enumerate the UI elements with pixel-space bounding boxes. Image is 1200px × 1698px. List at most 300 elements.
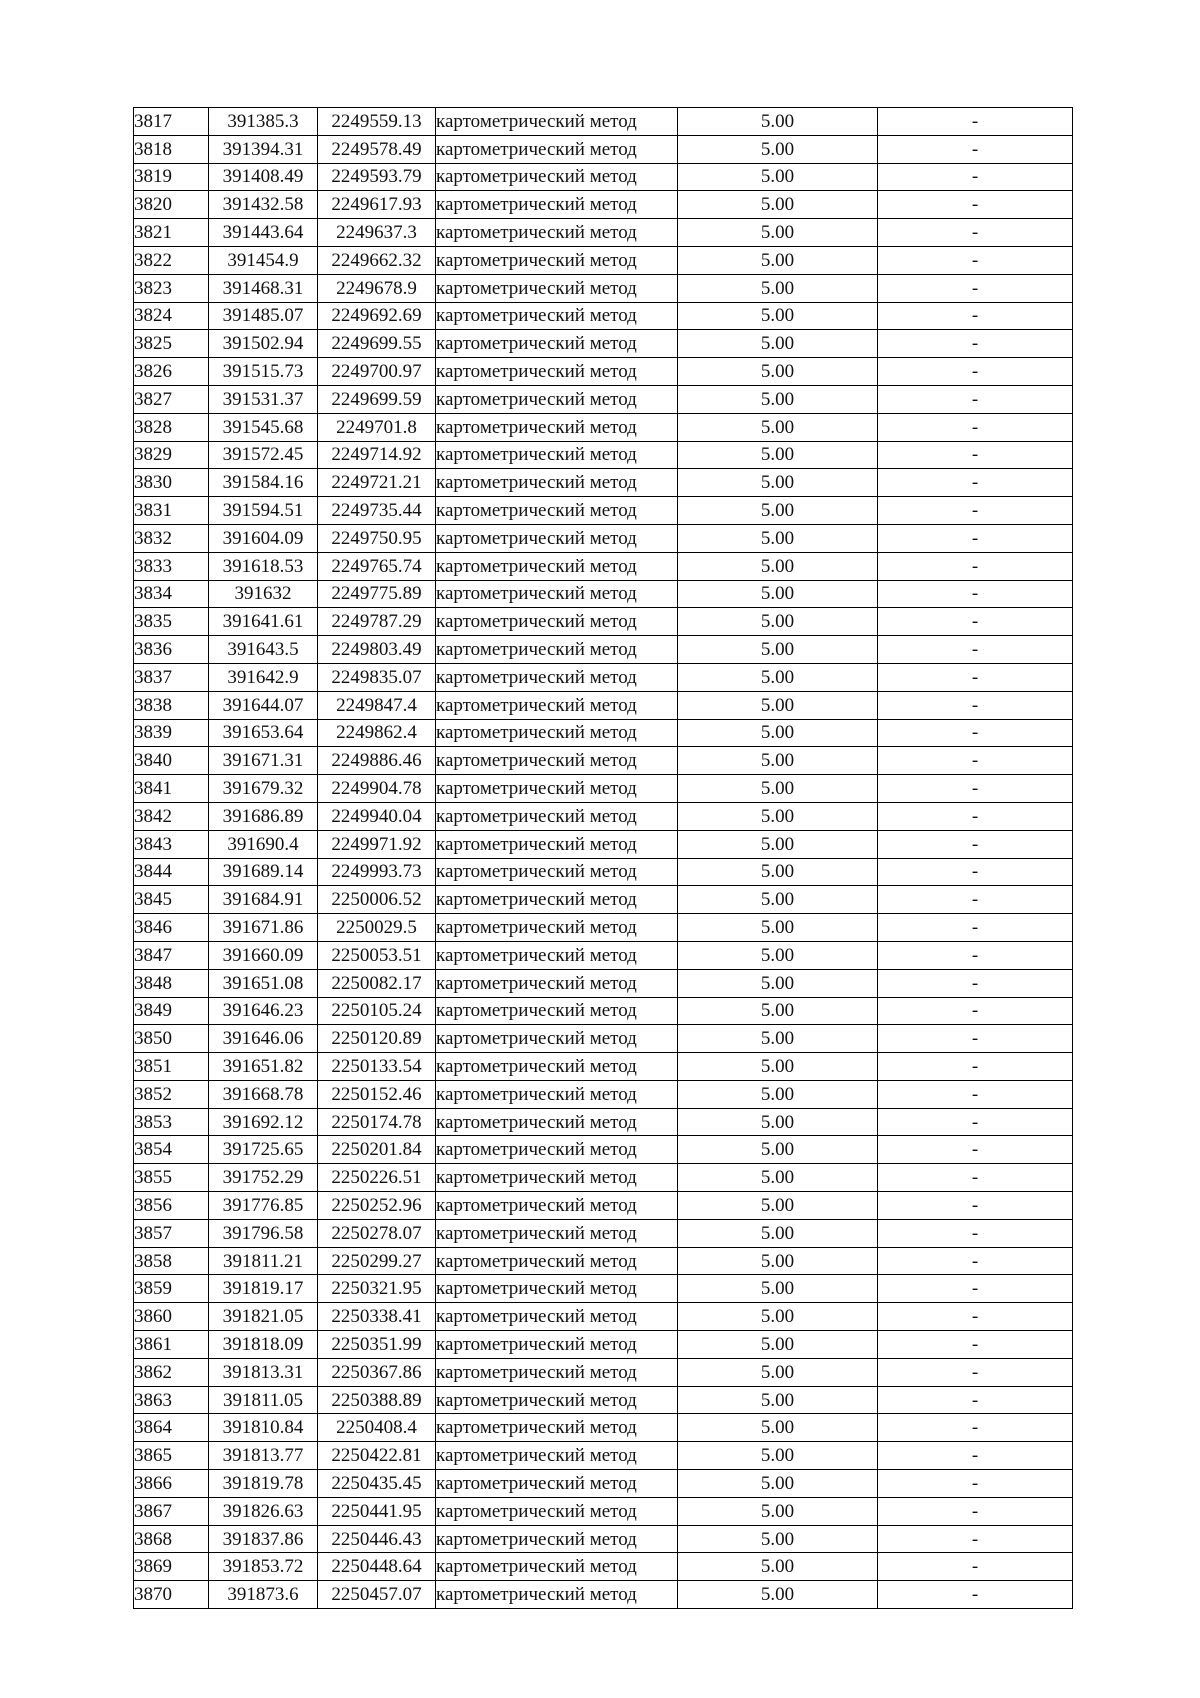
point-number-cell: 3819 — [134, 163, 209, 191]
method-cell: картометрический метод — [436, 163, 678, 191]
y-coordinate-cell: 2250367.86 — [318, 1358, 436, 1386]
x-coordinate-cell: 391752.29 — [209, 1164, 318, 1192]
table-row — [134, 1136, 1073, 1164]
point-number-cell: 3817 — [134, 108, 209, 136]
table-row — [134, 441, 1073, 469]
y-coordinate-cell: 2249678.9 — [318, 274, 436, 302]
table-row — [134, 1581, 1073, 1609]
x-coordinate-cell: 391826.63 — [209, 1497, 318, 1525]
y-coordinate-cell: 2249617.93 — [318, 191, 436, 219]
method-cell: картометрический метод — [436, 1136, 678, 1164]
x-coordinate-cell: 391454.9 — [209, 246, 318, 274]
point-number-cell: 3818 — [134, 135, 209, 163]
table-row — [134, 552, 1073, 580]
accuracy-cell: 5.00 — [678, 747, 878, 775]
x-coordinate-cell: 391432.58 — [209, 191, 318, 219]
point-number-cell: 3824 — [134, 302, 209, 330]
description-cell: - — [878, 608, 1073, 636]
y-coordinate-cell: 2249700.97 — [318, 358, 436, 386]
description-cell: - — [878, 1275, 1073, 1303]
description-cell: - — [878, 1414, 1073, 1442]
y-coordinate-cell: 2249971.92 — [318, 830, 436, 858]
description-cell: - — [878, 802, 1073, 830]
table-row — [134, 108, 1073, 136]
y-coordinate-cell: 2250152.46 — [318, 1080, 436, 1108]
table-row — [134, 691, 1073, 719]
method-cell: картометрический метод — [436, 497, 678, 525]
coordinates-table — [133, 107, 1073, 1609]
y-coordinate-cell: 2249803.49 — [318, 636, 436, 664]
table-row — [134, 330, 1073, 358]
table-row — [134, 747, 1073, 775]
x-coordinate-cell: 391819.78 — [209, 1470, 318, 1498]
point-number-cell: 3866 — [134, 1470, 209, 1498]
accuracy-cell: 5.00 — [678, 135, 878, 163]
accuracy-cell: 5.00 — [678, 1192, 878, 1220]
table-row — [134, 1164, 1073, 1192]
accuracy-cell: 5.00 — [678, 330, 878, 358]
method-cell: картометрический метод — [436, 886, 678, 914]
x-coordinate-cell: 391468.31 — [209, 274, 318, 302]
y-coordinate-cell: 2250388.89 — [318, 1386, 436, 1414]
method-cell: картометрический метод — [436, 135, 678, 163]
table-row — [134, 135, 1073, 163]
y-coordinate-cell: 2250082.17 — [318, 969, 436, 997]
y-coordinate-cell: 2249847.4 — [318, 691, 436, 719]
y-coordinate-cell: 2249699.55 — [318, 330, 436, 358]
method-cell: картометрический метод — [436, 219, 678, 247]
x-coordinate-cell: 391646.23 — [209, 997, 318, 1025]
description-cell: - — [878, 747, 1073, 775]
table-row — [134, 469, 1073, 497]
x-coordinate-cell: 391819.17 — [209, 1275, 318, 1303]
table-row — [134, 858, 1073, 886]
description-cell: - — [878, 219, 1073, 247]
point-number-cell: 3823 — [134, 274, 209, 302]
description-cell: - — [878, 1581, 1073, 1609]
method-cell: картометрический метод — [436, 552, 678, 580]
y-coordinate-cell: 2249701.8 — [318, 413, 436, 441]
accuracy-cell: 5.00 — [678, 1053, 878, 1081]
description-cell: - — [878, 1303, 1073, 1331]
x-coordinate-cell: 391671.31 — [209, 747, 318, 775]
accuracy-cell: 5.00 — [678, 1442, 878, 1470]
point-number-cell: 3870 — [134, 1581, 209, 1609]
method-cell: картометрический метод — [436, 1470, 678, 1498]
y-coordinate-cell: 2250446.43 — [318, 1525, 436, 1553]
x-coordinate-cell: 391584.16 — [209, 469, 318, 497]
method-cell: картометрический метод — [436, 1414, 678, 1442]
description-cell: - — [878, 636, 1073, 664]
description-cell: - — [878, 719, 1073, 747]
point-number-cell: 3839 — [134, 719, 209, 747]
point-number-cell: 3848 — [134, 969, 209, 997]
method-cell: картометрический метод — [436, 524, 678, 552]
y-coordinate-cell: 2249750.95 — [318, 524, 436, 552]
method-cell: картометрический метод — [436, 830, 678, 858]
description-cell: - — [878, 1497, 1073, 1525]
x-coordinate-cell: 391873.6 — [209, 1581, 318, 1609]
accuracy-cell: 5.00 — [678, 941, 878, 969]
accuracy-cell: 5.00 — [678, 163, 878, 191]
table-row — [134, 997, 1073, 1025]
method-cell: картометрический метод — [436, 691, 678, 719]
table-row — [134, 830, 1073, 858]
point-number-cell: 3865 — [134, 1442, 209, 1470]
point-number-cell: 3852 — [134, 1080, 209, 1108]
point-number-cell: 3838 — [134, 691, 209, 719]
point-number-cell: 3835 — [134, 608, 209, 636]
description-cell: - — [878, 385, 1073, 413]
accuracy-cell: 5.00 — [678, 1331, 878, 1359]
method-cell: картометрический метод — [436, 1275, 678, 1303]
table-row — [134, 413, 1073, 441]
method-cell: картометрический метод — [436, 1053, 678, 1081]
method-cell: картометрический метод — [436, 914, 678, 942]
y-coordinate-cell: 2249862.4 — [318, 719, 436, 747]
point-number-cell: 3840 — [134, 747, 209, 775]
method-cell: картометрический метод — [436, 1525, 678, 1553]
y-coordinate-cell: 2250448.64 — [318, 1553, 436, 1581]
accuracy-cell: 5.00 — [678, 1247, 878, 1275]
y-coordinate-cell: 2249735.44 — [318, 497, 436, 525]
accuracy-cell: 5.00 — [678, 1581, 878, 1609]
table-row — [134, 497, 1073, 525]
description-cell: - — [878, 1025, 1073, 1053]
y-coordinate-cell: 2249559.13 — [318, 108, 436, 136]
accuracy-cell: 5.00 — [678, 775, 878, 803]
point-number-cell: 3821 — [134, 219, 209, 247]
table-row — [134, 1331, 1073, 1359]
table-row — [134, 886, 1073, 914]
method-cell: картометрический метод — [436, 358, 678, 386]
description-cell: - — [878, 552, 1073, 580]
description-cell: - — [878, 108, 1073, 136]
accuracy-cell: 5.00 — [678, 914, 878, 942]
table-row — [134, 1192, 1073, 1220]
y-coordinate-cell: 2249787.29 — [318, 608, 436, 636]
accuracy-cell: 5.00 — [678, 802, 878, 830]
x-coordinate-cell: 391515.73 — [209, 358, 318, 386]
method-cell: картометрический метод — [436, 997, 678, 1025]
description-cell: - — [878, 691, 1073, 719]
table-row — [134, 1442, 1073, 1470]
accuracy-cell: 5.00 — [678, 246, 878, 274]
x-coordinate-cell: 391651.82 — [209, 1053, 318, 1081]
x-coordinate-cell: 391668.78 — [209, 1080, 318, 1108]
table-row — [134, 1053, 1073, 1081]
description-cell: - — [878, 1358, 1073, 1386]
y-coordinate-cell: 2250226.51 — [318, 1164, 436, 1192]
table-row — [134, 1386, 1073, 1414]
method-cell: картометрический метод — [436, 108, 678, 136]
point-number-cell: 3861 — [134, 1331, 209, 1359]
y-coordinate-cell: 2250441.95 — [318, 1497, 436, 1525]
point-number-cell: 3829 — [134, 441, 209, 469]
description-cell: - — [878, 580, 1073, 608]
point-number-cell: 3833 — [134, 552, 209, 580]
method-cell: картометрический метод — [436, 413, 678, 441]
description-cell: - — [878, 358, 1073, 386]
y-coordinate-cell: 2250006.52 — [318, 886, 436, 914]
method-cell: картометрический метод — [436, 1442, 678, 1470]
table-row — [134, 246, 1073, 274]
x-coordinate-cell: 391686.89 — [209, 802, 318, 830]
description-cell: - — [878, 274, 1073, 302]
method-cell: картометрический метод — [436, 969, 678, 997]
accuracy-cell: 5.00 — [678, 858, 878, 886]
point-number-cell: 3857 — [134, 1219, 209, 1247]
y-coordinate-cell: 2249886.46 — [318, 747, 436, 775]
accuracy-cell: 5.00 — [678, 1553, 878, 1581]
point-number-cell: 3853 — [134, 1108, 209, 1136]
method-cell: картометрический метод — [436, 747, 678, 775]
table-row — [134, 1275, 1073, 1303]
method-cell: картометрический метод — [436, 1164, 678, 1192]
accuracy-cell: 5.00 — [678, 302, 878, 330]
method-cell: картометрический метод — [436, 191, 678, 219]
point-number-cell: 3843 — [134, 830, 209, 858]
y-coordinate-cell: 2250351.99 — [318, 1331, 436, 1359]
point-number-cell: 3855 — [134, 1164, 209, 1192]
description-cell: - — [878, 191, 1073, 219]
description-cell: - — [878, 1080, 1073, 1108]
table-row — [134, 1108, 1073, 1136]
point-number-cell: 3847 — [134, 941, 209, 969]
x-coordinate-cell: 391796.58 — [209, 1219, 318, 1247]
accuracy-cell: 5.00 — [678, 1219, 878, 1247]
table-row — [134, 358, 1073, 386]
method-cell: картометрический метод — [436, 608, 678, 636]
method-cell: картометрический метод — [436, 274, 678, 302]
description-cell: - — [878, 135, 1073, 163]
y-coordinate-cell: 2249637.3 — [318, 219, 436, 247]
description-cell: - — [878, 1331, 1073, 1359]
point-number-cell: 3830 — [134, 469, 209, 497]
y-coordinate-cell: 2250120.89 — [318, 1025, 436, 1053]
method-cell: картометрический метод — [436, 636, 678, 664]
table-row — [134, 1025, 1073, 1053]
point-number-cell: 3831 — [134, 497, 209, 525]
point-number-cell: 3845 — [134, 886, 209, 914]
y-coordinate-cell: 2249775.89 — [318, 580, 436, 608]
method-cell: картометрический метод — [436, 1553, 678, 1581]
accuracy-cell: 5.00 — [678, 441, 878, 469]
method-cell: картометрический метод — [436, 802, 678, 830]
point-number-cell: 3826 — [134, 358, 209, 386]
x-coordinate-cell: 391684.91 — [209, 886, 318, 914]
accuracy-cell: 5.00 — [678, 1303, 878, 1331]
method-cell: картометрический метод — [436, 385, 678, 413]
accuracy-cell: 5.00 — [678, 1136, 878, 1164]
table-row — [134, 802, 1073, 830]
point-number-cell: 3827 — [134, 385, 209, 413]
x-coordinate-cell: 391813.31 — [209, 1358, 318, 1386]
y-coordinate-cell: 2249692.69 — [318, 302, 436, 330]
method-cell: картометрический метод — [436, 1247, 678, 1275]
table-row — [134, 1470, 1073, 1498]
x-coordinate-cell: 391811.05 — [209, 1386, 318, 1414]
method-cell: картометрический метод — [436, 663, 678, 691]
x-coordinate-cell: 391660.09 — [209, 941, 318, 969]
x-coordinate-cell: 391692.12 — [209, 1108, 318, 1136]
description-cell: - — [878, 1219, 1073, 1247]
table-row — [134, 1414, 1073, 1442]
accuracy-cell: 5.00 — [678, 497, 878, 525]
point-number-cell: 3859 — [134, 1275, 209, 1303]
accuracy-cell: 5.00 — [678, 1414, 878, 1442]
description-cell: - — [878, 1553, 1073, 1581]
y-coordinate-cell: 2250105.24 — [318, 997, 436, 1025]
description-cell: - — [878, 413, 1073, 441]
point-number-cell: 3860 — [134, 1303, 209, 1331]
accuracy-cell: 5.00 — [678, 663, 878, 691]
y-coordinate-cell: 2250174.78 — [318, 1108, 436, 1136]
x-coordinate-cell: 391853.72 — [209, 1553, 318, 1581]
point-number-cell: 3867 — [134, 1497, 209, 1525]
accuracy-cell: 5.00 — [678, 191, 878, 219]
x-coordinate-cell: 391545.68 — [209, 413, 318, 441]
y-coordinate-cell: 2250201.84 — [318, 1136, 436, 1164]
table-body — [134, 108, 1073, 1609]
table-row — [134, 274, 1073, 302]
description-cell: - — [878, 886, 1073, 914]
accuracy-cell: 5.00 — [678, 719, 878, 747]
x-coordinate-cell: 391641.61 — [209, 608, 318, 636]
table-row — [134, 663, 1073, 691]
accuracy-cell: 5.00 — [678, 1025, 878, 1053]
method-cell: картометрический метод — [436, 330, 678, 358]
y-coordinate-cell: 2249578.49 — [318, 135, 436, 163]
description-cell: - — [878, 775, 1073, 803]
point-number-cell: 3864 — [134, 1414, 209, 1442]
point-number-cell: 3846 — [134, 914, 209, 942]
accuracy-cell: 5.00 — [678, 413, 878, 441]
method-cell: картометрический метод — [436, 1080, 678, 1108]
y-coordinate-cell: 2249699.59 — [318, 385, 436, 413]
y-coordinate-cell: 2250252.96 — [318, 1192, 436, 1220]
x-coordinate-cell: 391643.5 — [209, 636, 318, 664]
y-coordinate-cell: 2249765.74 — [318, 552, 436, 580]
description-cell: - — [878, 330, 1073, 358]
description-cell: - — [878, 1525, 1073, 1553]
point-number-cell: 3837 — [134, 663, 209, 691]
table-row — [134, 163, 1073, 191]
description-cell: - — [878, 969, 1073, 997]
accuracy-cell: 5.00 — [678, 1358, 878, 1386]
point-number-cell: 3862 — [134, 1358, 209, 1386]
x-coordinate-cell: 391572.45 — [209, 441, 318, 469]
description-cell: - — [878, 1247, 1073, 1275]
y-coordinate-cell: 2250133.54 — [318, 1053, 436, 1081]
y-coordinate-cell: 2250321.95 — [318, 1275, 436, 1303]
table-row — [134, 1553, 1073, 1581]
x-coordinate-cell: 391776.85 — [209, 1192, 318, 1220]
description-cell: - — [878, 663, 1073, 691]
table-row — [134, 1525, 1073, 1553]
description-cell: - — [878, 1470, 1073, 1498]
x-coordinate-cell: 391443.64 — [209, 219, 318, 247]
y-coordinate-cell: 2250408.4 — [318, 1414, 436, 1442]
accuracy-cell: 5.00 — [678, 830, 878, 858]
accuracy-cell: 5.00 — [678, 1080, 878, 1108]
x-coordinate-cell: 391485.07 — [209, 302, 318, 330]
method-cell: картометрический метод — [436, 1386, 678, 1414]
point-number-cell: 3851 — [134, 1053, 209, 1081]
table-row — [134, 1247, 1073, 1275]
x-coordinate-cell: 391811.21 — [209, 1247, 318, 1275]
accuracy-cell: 5.00 — [678, 886, 878, 914]
x-coordinate-cell: 391644.07 — [209, 691, 318, 719]
x-coordinate-cell: 391594.51 — [209, 497, 318, 525]
description-cell: - — [878, 914, 1073, 942]
description-cell: - — [878, 441, 1073, 469]
point-number-cell: 3825 — [134, 330, 209, 358]
method-cell: картометрический метод — [436, 441, 678, 469]
accuracy-cell: 5.00 — [678, 274, 878, 302]
table-row — [134, 302, 1073, 330]
x-coordinate-cell: 391651.08 — [209, 969, 318, 997]
x-coordinate-cell: 391837.86 — [209, 1525, 318, 1553]
point-number-cell: 3842 — [134, 802, 209, 830]
y-coordinate-cell: 2249835.07 — [318, 663, 436, 691]
point-number-cell: 3849 — [134, 997, 209, 1025]
y-coordinate-cell: 2250278.07 — [318, 1219, 436, 1247]
accuracy-cell: 5.00 — [678, 385, 878, 413]
x-coordinate-cell: 391408.49 — [209, 163, 318, 191]
description-cell: - — [878, 1164, 1073, 1192]
method-cell: картометрический метод — [436, 775, 678, 803]
point-number-cell: 3844 — [134, 858, 209, 886]
table-row — [134, 1303, 1073, 1331]
x-coordinate-cell: 391810.84 — [209, 1414, 318, 1442]
x-coordinate-cell: 391632 — [209, 580, 318, 608]
y-coordinate-cell: 2249904.78 — [318, 775, 436, 803]
accuracy-cell: 5.00 — [678, 1386, 878, 1414]
accuracy-cell: 5.00 — [678, 1108, 878, 1136]
method-cell: картометрический метод — [436, 246, 678, 274]
y-coordinate-cell: 2250299.27 — [318, 1247, 436, 1275]
accuracy-cell: 5.00 — [678, 608, 878, 636]
description-cell: - — [878, 469, 1073, 497]
accuracy-cell: 5.00 — [678, 469, 878, 497]
y-coordinate-cell: 2249721.21 — [318, 469, 436, 497]
y-coordinate-cell: 2249714.92 — [318, 441, 436, 469]
method-cell: картометрический метод — [436, 941, 678, 969]
description-cell: - — [878, 524, 1073, 552]
description-cell: - — [878, 302, 1073, 330]
y-coordinate-cell: 2249940.04 — [318, 802, 436, 830]
table-row — [134, 969, 1073, 997]
x-coordinate-cell: 391813.77 — [209, 1442, 318, 1470]
y-coordinate-cell: 2250457.07 — [318, 1581, 436, 1609]
accuracy-cell: 5.00 — [678, 1525, 878, 1553]
accuracy-cell: 5.00 — [678, 969, 878, 997]
table-row — [134, 385, 1073, 413]
accuracy-cell: 5.00 — [678, 691, 878, 719]
accuracy-cell: 5.00 — [678, 580, 878, 608]
y-coordinate-cell: 2249993.73 — [318, 858, 436, 886]
y-coordinate-cell: 2249593.79 — [318, 163, 436, 191]
table-row — [134, 775, 1073, 803]
accuracy-cell: 5.00 — [678, 219, 878, 247]
method-cell: картометрический метод — [436, 1025, 678, 1053]
accuracy-cell: 5.00 — [678, 997, 878, 1025]
y-coordinate-cell: 2250338.41 — [318, 1303, 436, 1331]
description-cell: - — [878, 830, 1073, 858]
point-number-cell: 3863 — [134, 1386, 209, 1414]
y-coordinate-cell: 2249662.32 — [318, 246, 436, 274]
